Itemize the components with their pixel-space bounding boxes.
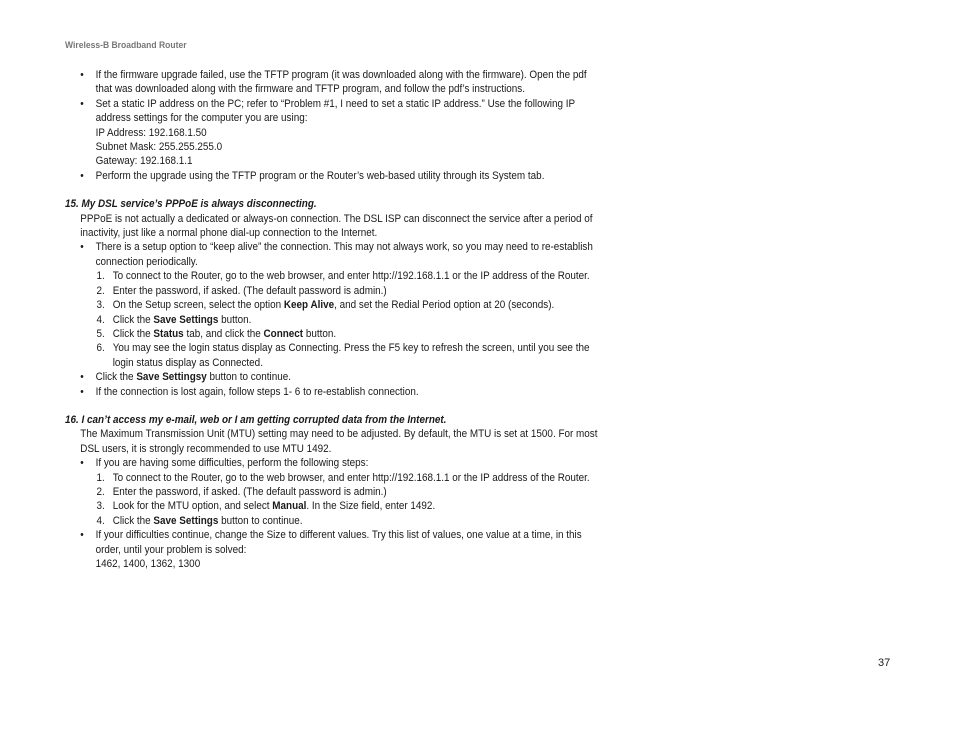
section-15-step-1: 1. To connect to the Router, go to the web browser, and enter http://192.168.1.1 or the IP address of the Router. (96, 270, 590, 283)
section-16-intro: The Maximum Transmission Unit (MTU) setting may need to be adjusted. By default, the MTU is set at 1500. For most DSL users, it is strongly recommended to use MTU 1492. (80, 428, 598, 455)
section-15-step-3: 3. On the Setup screen, select the option Keep Alive, and set the Redial Period option at 20 (seconds). (96, 299, 555, 312)
section-15-bullet-keep-alive: • There is a setup option to “keep alive” the connection. This may not always work, so you may need to re-establish connection periodically. (65, 240, 605, 269)
section-15-bullet-save: • Click the Save Settingsy button to continue. (65, 370, 605, 384)
section-15-intro: PPPoE is not actually a dedicated or always-on connection. The DSL ISP can disconnect the service after a period of inactivity, just like a normal phone dial-up connection to the Internet. (80, 212, 593, 240)
section-16-bullet-difficulties: • If you are having some difficulties, perform the following steps: (65, 456, 605, 470)
section-15-step-4: 4. Click the Save Settings button. (96, 313, 252, 326)
subnet-mask-line: Subnet Mask: 255.255.255.0 (95, 141, 223, 154)
section-16-title: 16. I can’t access my e-mail, web or I am getting corrupted data from the Internet. (65, 413, 447, 426)
mtu-values-list: 1462, 1400, 1362, 1300 (95, 558, 201, 570)
page-number: 37 (878, 657, 891, 669)
section-15-bullet-lost: • If the connection is lost again, follow steps 1- 6 to re-establish connection. (65, 385, 605, 399)
bullet-perform-upgrade: • Perform the upgrade using the TFTP program or the Router’s web-based utility through its System tab. (65, 169, 605, 183)
running-header: Wireless-B Broadband Router (65, 40, 187, 51)
bullet-static-ip: • Set a static IP address on the PC; refer to “Problem #1, I need to set a static IP address.” Use the following IP address settings for the computer you are using: IP Address: 192.168.1.50 Subnet Mask: 255.255.255.0 Gateway: 192.168.1.1 (65, 97, 605, 169)
section-15-title: 15. My DSL service’s PPPoE is always disconnecting. (65, 198, 317, 211)
section-16-step-1: 1. To connect to the Router, go to the web browser, and enter http://192.168.1.1 or the IP address of the Router. (96, 471, 590, 484)
section-15-step-2: 2. Enter the password, if asked. (The default password is admin.) (96, 284, 387, 297)
bullet-firmware-failed: • If the firmware upgrade failed, use the TFTP program (it was downloaded along with the firmware). Open the pdf that was downloaded along with the firmware and TFTP program, and follow the pdf’s instructions. (65, 68, 605, 97)
section-16-step-3: 3. Look for the MTU option, and select Manual. In the Size field, enter 1492. (96, 500, 436, 513)
ip-address-line: IP Address: 192.168.1.50 (95, 126, 207, 139)
section-16-step-4: 4. Click the Save Settings button to continue. (96, 514, 303, 527)
section-16-bullet-continue: • If your difficulties continue, change the Size to different values. Try this list of values, one value at a time, in this order, until your problem is solved: 1462, 1400, 1362, 1300 (65, 528, 605, 571)
section-15-step-5: 5. Click the Status tab, and click the Connect button. (96, 327, 337, 340)
section-16-step-2: 2. Enter the password, if asked. (The default password is admin.) (96, 485, 387, 498)
page-body (65, 68, 605, 571)
gateway-line: Gateway: 192.168.1.1 (95, 155, 193, 168)
section-15-step-6: 6. You may see the login status display as Connecting. Press the F5 key to refresh the screen, until you see the login status display as Connected. (96, 342, 590, 369)
